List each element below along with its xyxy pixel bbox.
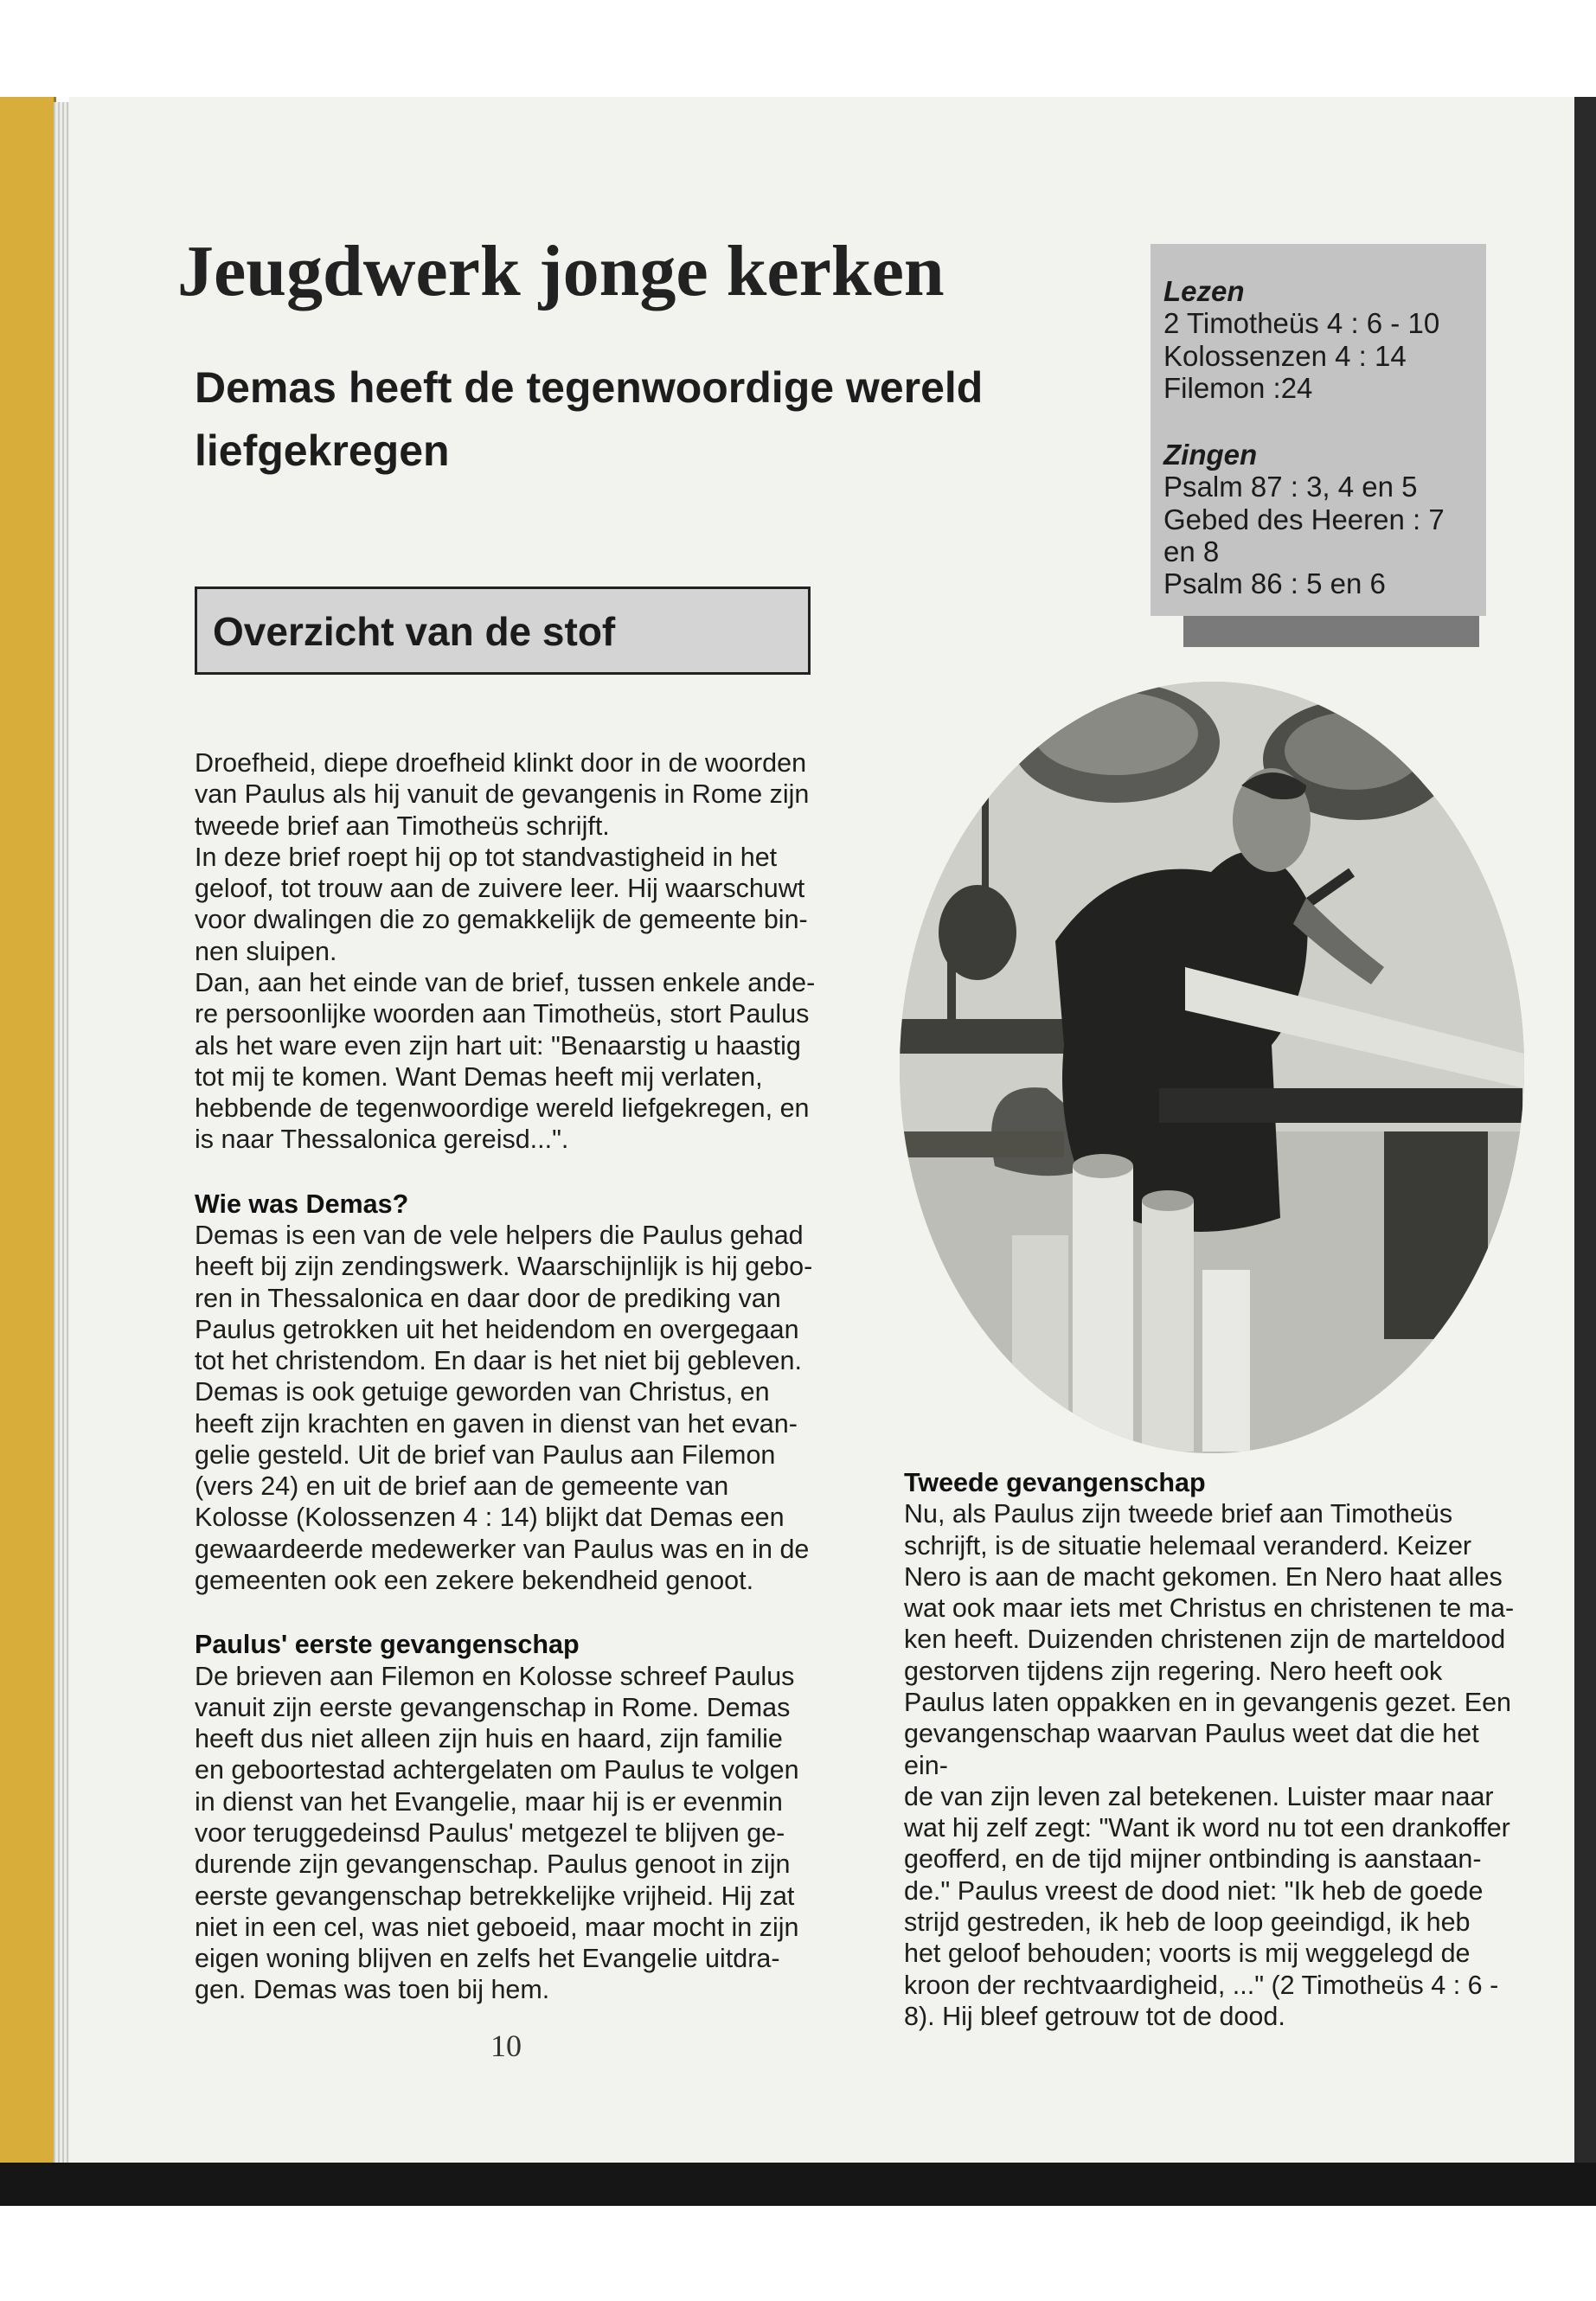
text-line: vanuit zijn eerste gevangenschap in Rome. Demas [195, 1692, 791, 1722]
text-line: in dienst van het Evangelie, maar hij is er evenmin [195, 1786, 783, 1817]
text-line: De brieven aan Filemon en Kolosse schreef Paulus [195, 1661, 795, 1691]
text-line: voor dwalingen die zo gemakkelijk de gemeente bin- [195, 905, 808, 935]
text-line: geloof, tot trouw aan de zuivere leer. Hij waarschuwt [195, 874, 805, 904]
zingen-line: en 8 [1163, 535, 1220, 567]
text-line: gen. Demas was toen bij hem. [195, 1975, 550, 2005]
lezen-line: Filemon :24 [1163, 371, 1313, 404]
zingen-line: Gebed des Heeren : 7 [1163, 503, 1445, 535]
text-line: schrijft, is de situatie helemaal veranderd. Keizer [904, 1530, 1472, 1561]
text-line: In deze brief roept hij op tot standvastigheid in het [195, 842, 778, 872]
text-line: durende zijn gevangenschap. Paulus genoot in zijn [195, 1849, 791, 1880]
paulus-illustration [900, 682, 1524, 1453]
zingen-line: Psalm 87 : 3, 4 en 5 [1163, 471, 1418, 503]
text-line: van Paulus als hij vanuit de gevangenis in Rome zijn [195, 779, 810, 810]
text-line: gevangenschap waarvan Paulus weet dat die het ein- [904, 1719, 1479, 1780]
text-line: de van zijn leven zal betekenen. Luister maar naar [904, 1781, 1494, 1811]
right-shadow [1574, 97, 1596, 2164]
bottom-shadow [0, 2163, 1596, 2206]
text-line: Dan, aan het einde van de brief, tussen enkele ande- [195, 967, 816, 997]
text-line: Droefheid, diepe droefheid klinkt door in de woorden [195, 748, 807, 778]
text-line: als het ware even zijn hart uit: "Benaarstig u haastig [195, 1030, 801, 1061]
text-line: (vers 24) en uit de brief aan de gemeente van [195, 1471, 729, 1502]
text-line: eigen woning blijven en zelfs het Evangelie uitdra- [195, 1944, 780, 1974]
section-heading: Tweede gevangenschap [904, 1468, 1206, 1497]
text-line: en geboortestad achtergelaten om Paulus te volgen [195, 1755, 799, 1785]
text-line: het geloof behouden; voorts is mij weggelegd de [904, 1939, 1471, 1969]
text-line: voor teruggedeinsd Paulus' metgezel te blijven ge- [195, 1818, 785, 1848]
text-line: Paulus getrokken uit het heidendom en overgegaan [195, 1314, 799, 1344]
text-line: de." Paulus vreest de dood niet: "Ik heb de goede [904, 1875, 1484, 1906]
text-line: eerste gevangenschap betrekkelijke vrijheid. Hij zat [195, 1881, 795, 1911]
left-column [195, 747, 852, 2006]
zingen-label: Zingen [1163, 439, 1258, 471]
text-line: geofferd, en de tijd mijner ontbinding is aanstaan- [904, 1844, 1482, 1875]
text-line: re persoonlijke woorden aan Timotheüs, stort Paulus [195, 999, 810, 1029]
text-line: tweede brief aan Timotheüs schrijft. [195, 811, 610, 841]
section-box: Overzicht van de stof [195, 586, 811, 675]
sidebar-box [1151, 244, 1486, 616]
page-number: 10 [490, 2029, 522, 2063]
text-line: Nero is aan de macht gekomen. En Nero haat alles [904, 1561, 1503, 1592]
text-line: gestorven tijdens zijn regering. Nero heeft ook [904, 1656, 1443, 1686]
lezen-line: Kolossenzen 4 : 14 [1163, 339, 1407, 372]
text-line: gelie gesteld. Uit de brief van Paulus aan Filemon [195, 1439, 776, 1470]
right-column [904, 1467, 1527, 2032]
text-line: Demas is ook getuige geworden van Christus, en [195, 1377, 770, 1407]
text-line: 8). Hij bleef getrouw tot de dood. [904, 2001, 1285, 2031]
zingen-line: Psalm 86 : 5 en 6 [1163, 567, 1386, 600]
lezen-line: 2 Timotheüs 4 : 6 - 10 [1163, 307, 1440, 340]
text-line: Demas is een van de vele helpers die Paulus gehad [195, 1220, 804, 1250]
lezen-label: Lezen [1163, 275, 1245, 307]
text-line: wat hij zelf zegt: "Want ik word nu tot een drankoffer [904, 1813, 1510, 1843]
text-line: gemeenten ook een zekere bekendheid genoot. [195, 1566, 754, 1596]
text-line: nen sluipen. [195, 936, 337, 966]
text-line: Kolosse (Kolossenzen 4 : 14) blijkt dat Demas een [195, 1503, 785, 1533]
text-line: heeft zijn krachten en gaven in dienst van het evan- [195, 1408, 798, 1439]
page-edges [54, 102, 69, 2178]
text-line: ken heeft. Duizenden christenen zijn de marteldood [904, 1625, 1506, 1655]
text-line: wat ook maar iets met Christus en christenen te ma- [904, 1593, 1515, 1624]
text-line: kroon der rechtvaardigheid, ..." (2 Timotheüs 4 : 6 - [904, 1970, 1499, 2000]
text-line: strijd gestreden, ik heb de loop geeindigd, ik heb [904, 1907, 1471, 1937]
section-heading: Wie was Demas? [195, 1189, 409, 1219]
text-line: ren in Thessalonica en daar door de prediking van [195, 1283, 781, 1313]
text-line: tot mij te komen. Want Demas heeft mij verlaten, [195, 1061, 763, 1092]
text-line: heeft dus niet alleen zijn huis en haard, zijn familie [195, 1724, 783, 1754]
book-binding [0, 97, 56, 2199]
text-line: is naar Thessalonica gereisd...". [195, 1125, 569, 1155]
text-line: niet in een cel, was niet geboeid, maar mocht in zijn [195, 1912, 799, 1942]
text-line: hebbende de tegenwoordige wereld liefgekregen, en [195, 1093, 810, 1124]
page-subtitle: Demas heeft de tegenwoordige wereld liefgekregen [195, 363, 984, 475]
page-title: Jeugdwerk jonge kerken [177, 231, 945, 311]
text-line: gewaardeerde medewerker van Paulus was en in de [195, 1534, 810, 1564]
text-line: tot het christendom. En daar is het niet bij gebleven. [195, 1346, 802, 1376]
text-line: heeft bij zijn zendingswerk. Waarschijnlijk is hij gebo- [195, 1252, 813, 1282]
text-line: Paulus laten oppakken en in gevangenis gezet. Een [904, 1687, 1512, 1717]
section-heading: Paulus' eerste gevangenschap [195, 1630, 580, 1660]
text-line: Nu, als Paulus zijn tweede brief aan Timotheüs [904, 1499, 1453, 1529]
